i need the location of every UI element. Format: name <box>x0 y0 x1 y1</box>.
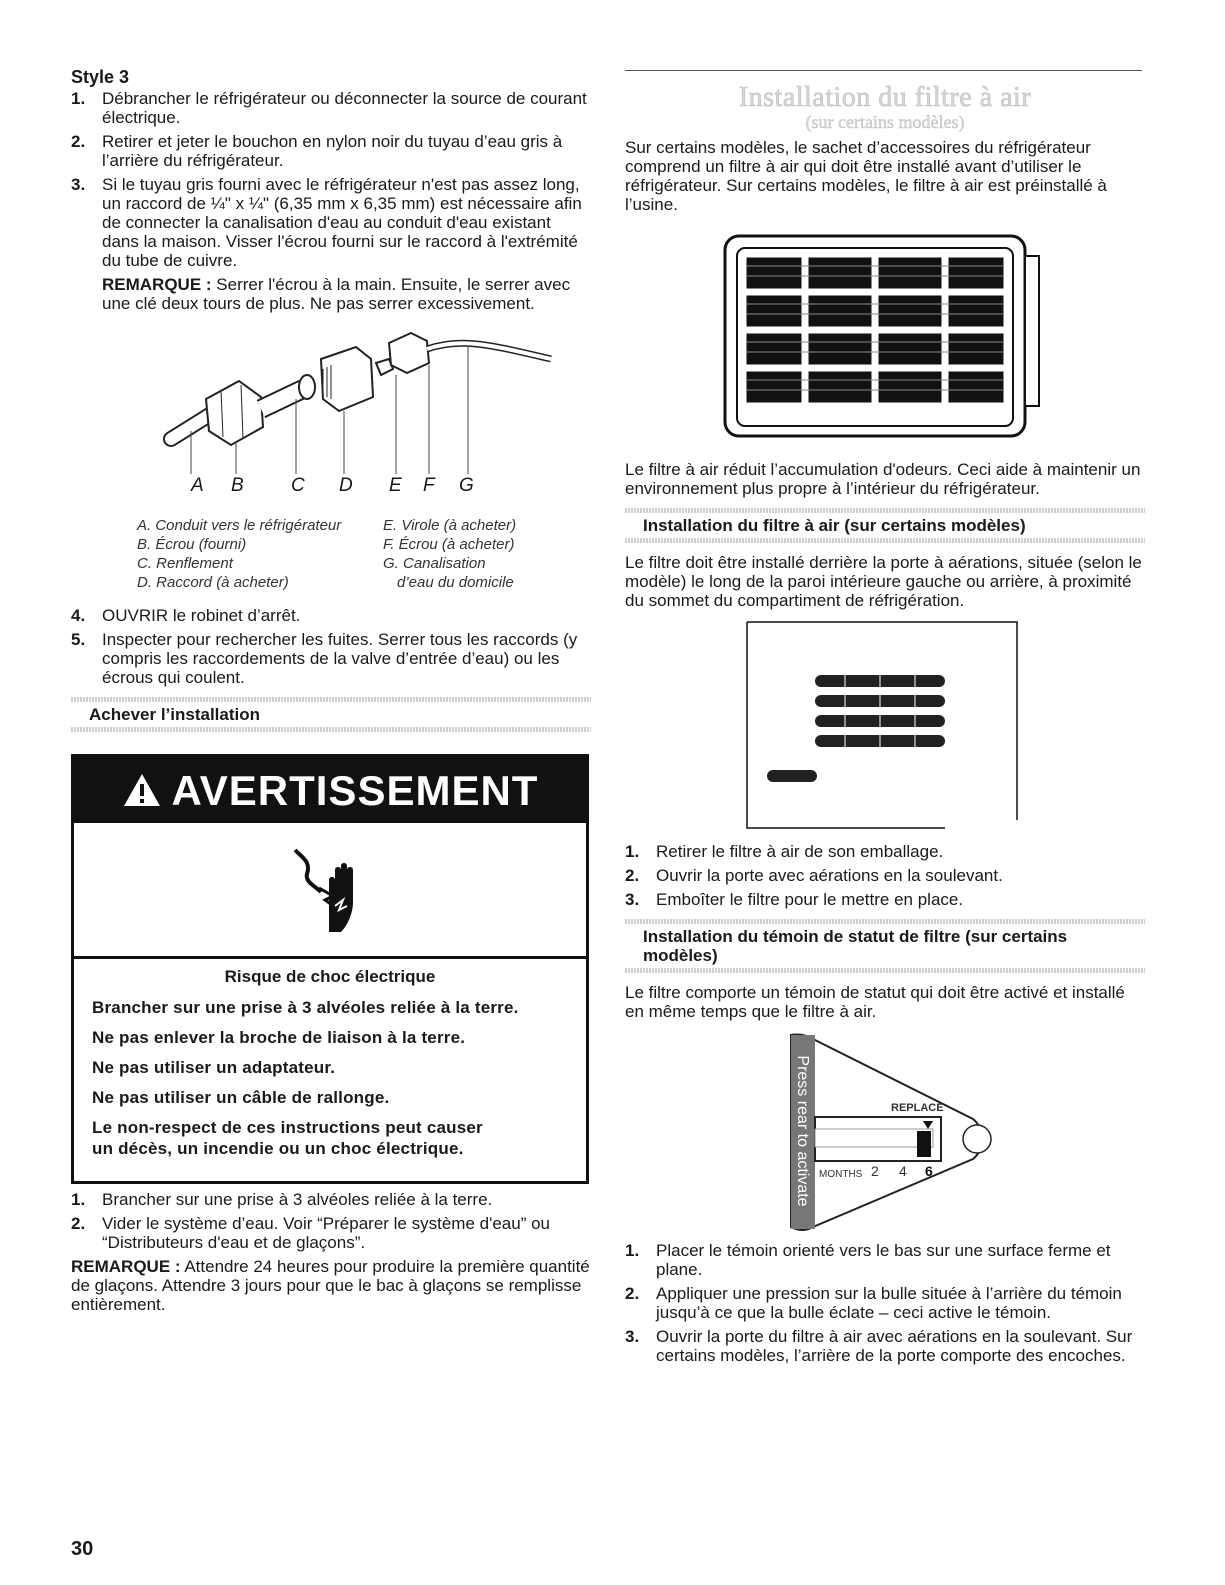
page-number: 30 <box>71 1538 94 1560</box>
list-item <box>71 132 591 170</box>
air-filter-illustration <box>715 226 1055 446</box>
remarque-label: REMARQUE : <box>102 275 212 294</box>
step-text: Inspecter pour rechercher les fuites. Serrer tous les raccords (y compris les raccordements de la valve d’entrée d’eau) ou les écrous qui coulent. <box>102 630 578 687</box>
figure-letter: B <box>231 475 244 496</box>
step-number: 1. <box>71 89 86 108</box>
steps-list-2 <box>625 1241 1145 1365</box>
warning-line: Ne pas utiliser un câble de rallonge. <box>92 1088 390 1107</box>
step-text: Brancher sur une prise à 3 alvéoles reliée à la terre. <box>102 1190 493 1209</box>
list-item <box>625 1241 1145 1279</box>
steps-list-1 <box>625 842 1145 909</box>
step-text: Placer le témoin orienté vers le bas sur une surface ferme et plane. <box>656 1241 1111 1279</box>
step-text: Si le tuyau gris fourni avec le réfrigérateur n'est pas assez long, un raccord de ¼" x ¼" (6,35 mm x 6,35 mm) est nécessaire afin de connecter la canalisation d'eau au conduit d'eau existant dans la maison. Visser l'écrou fourni sur le raccord à l'extrémité du tube de cuivre. <box>102 175 582 270</box>
list-item <box>71 1190 591 1209</box>
steps-list-b <box>71 606 591 687</box>
steps-list-a <box>71 89 591 270</box>
style-heading: Style 3 <box>71 67 130 87</box>
step-text: Retirer le filtre à air de son emballage. <box>656 842 944 861</box>
step-number: 3. <box>625 1327 640 1346</box>
step-text: Ouvrir la porte du filtre à air avec aérations en la soulevant. Sur certains modèles, l’arrière de la porte comporte des encoches. <box>656 1327 1133 1365</box>
step-text: Appliquer une pression sur la bulle située à l’arrière du témoin jusqu’à ce que la bulle éclate – ceci active le témoin. <box>656 1284 1122 1322</box>
remarque-text: Serrer l'écrou à la main. Ensuite, le serrer avec une clé deux tours de plus. Ne pas serrer excessivement. <box>102 275 571 313</box>
list-item <box>625 1327 1145 1365</box>
warning-text <box>74 959 586 1181</box>
right-column <box>625 68 1145 1370</box>
legend-item: C. Renflement <box>137 555 233 572</box>
figure-letter: F <box>423 475 435 496</box>
section-heading: Achever l’installation <box>71 697 591 732</box>
step-number: 2. <box>71 132 86 151</box>
step-number: 4. <box>71 606 86 625</box>
step-number: 1. <box>625 1241 640 1260</box>
step-text: OUVRIR le robinet d’arrêt. <box>102 606 301 625</box>
remarque-note <box>71 275 591 313</box>
legend-column <box>383 516 583 592</box>
step-text: Retirer et jeter le bouchon en nylon noir du tuyau d’eau gris à l’arrière du réfrigérateur. <box>102 132 563 170</box>
step-text: Débrancher le réfrigérateur ou déconnecter la source de courant électrique. <box>102 89 587 127</box>
activate-instruction: Press rear to activate <box>794 1055 811 1207</box>
step-text: Vider le système d’eau. Voir “Préparer le système d'eau” ou “Distributeurs d'eau et de glaçons”. <box>102 1214 550 1252</box>
step-number: 2. <box>71 1214 86 1233</box>
step-number: 3. <box>71 175 86 194</box>
legend-item: A. Conduit vers le réfrigérateur <box>137 517 342 534</box>
left-column <box>71 68 591 1314</box>
figure-letter: E <box>389 475 402 496</box>
list-item <box>625 842 1145 861</box>
section-paragraph: Le filtre doit être installé derrière la porte à aérations, située (selon le modèle) le long de la paroi intérieure gauche ou arrière, à proximité du sommet du compartiment de réfrigération. <box>625 553 1142 610</box>
legend-item: D. Raccord (à acheter) <box>137 574 289 591</box>
list-item <box>71 1214 591 1252</box>
status-indicator-illustration <box>783 1031 1003 1231</box>
step-text: Ouvrir la porte avec aérations en la soulevant. <box>656 866 1003 885</box>
remarque-text: Attendre 24 heures pour produire la première quantité de glaçons. Attendre 3 jours pour que le bac à glaçons se remplisse entièrement. <box>71 1257 590 1314</box>
list-item <box>625 890 1145 909</box>
step-number: 1. <box>625 842 640 861</box>
legend-item: G. Canalisation <box>383 555 486 572</box>
legend-column <box>137 516 383 592</box>
list-item <box>71 89 591 127</box>
figure-letter: G <box>459 475 474 496</box>
remarque-label: REMARQUE : <box>71 1257 181 1276</box>
warning-box <box>71 754 589 1184</box>
intro-paragraph: Sur certains modèles, le sachet d’accessoires du réfrigérateur comprend un filtre à air qui doit être installé avant d’utiliser le réfrigérateur. Sur certains modèles, le filtre à air est préinstallé à l’usine. <box>625 138 1107 214</box>
section-subtitle: (sur certains modèles) <box>805 112 965 132</box>
remarque-note <box>71 1257 591 1314</box>
month-2: 2 <box>871 1163 879 1179</box>
vent-door-figure <box>745 620 1145 834</box>
fitting-diagram <box>71 319 591 514</box>
section-heading: Installation du filtre à air (sur certains modèles) <box>625 508 1145 543</box>
warning-risk: Risque de choc électrique <box>224 967 436 986</box>
section-heading: Installation du témoin de statut de filtre (sur certains modèles) <box>625 919 1145 973</box>
figure-letter: A <box>191 475 204 496</box>
electric-shock-hand-icon <box>285 840 375 940</box>
month-4: 4 <box>899 1163 907 1179</box>
step-number: 2. <box>625 866 640 885</box>
warning-line: un décès, un incendie ou un choc électrique. <box>92 1139 464 1158</box>
step-number: 2. <box>625 1284 640 1303</box>
step-number: 1. <box>71 1190 86 1209</box>
shock-hazard-area <box>74 823 586 959</box>
months-label: MONTHS <box>819 1169 863 1180</box>
warning-triangle-icon <box>122 772 162 808</box>
filter-description: Le filtre à air réduit l’accumulation d'odeurs. Ceci aide à maintenir un environnement plus propre à l’intérieur du réfrigérateur. <box>625 460 1141 498</box>
warning-header <box>74 757 586 823</box>
step-text: Emboîter le filtre pour le mettre en place. <box>656 890 964 909</box>
fitting-illustration <box>71 319 591 479</box>
steps-list-c <box>71 1190 591 1252</box>
air-filter-figure <box>715 226 1145 450</box>
figure-letter: C <box>291 475 305 496</box>
section-title: Installation du filtre à air <box>738 82 1032 113</box>
list-item <box>71 630 591 687</box>
legend-item: d’eau du domicile <box>397 574 514 591</box>
list-item <box>71 175 591 270</box>
vent-door-illustration <box>745 620 1025 830</box>
warning-line: Ne pas utiliser un adaptateur. <box>92 1058 336 1077</box>
legend-item: E. Virole (à acheter) <box>383 517 517 534</box>
warning-line: Ne pas enlever la broche de liaison à la terre. <box>92 1028 466 1047</box>
warning-line: Brancher sur une prise à 3 alvéoles reliée à la terre. <box>92 998 519 1017</box>
replace-label: REPLACE <box>891 1102 944 1114</box>
figure-letter: D <box>339 475 353 496</box>
list-item <box>625 866 1145 885</box>
legend-item: F. Écrou (à acheter) <box>383 536 515 553</box>
warning-line: Le non-respect de ces instructions peut causer <box>92 1118 483 1137</box>
figure-legend <box>137 516 591 592</box>
month-6: 6 <box>925 1163 933 1179</box>
status-indicator-figure <box>783 1031 1003 1231</box>
list-item <box>625 1284 1145 1322</box>
step-number: 3. <box>625 890 640 909</box>
list-item <box>71 606 591 625</box>
section-paragraph: Le filtre comporte un témoin de statut qui doit être activé et installé en même temps que le filtre à air. <box>625 983 1125 1021</box>
legend-item: B. Écrou (fourni) <box>137 536 247 553</box>
figure-letters <box>71 476 591 500</box>
step-number: 5. <box>71 630 86 649</box>
warning-title: AVERTISSEMENT <box>171 766 539 814</box>
